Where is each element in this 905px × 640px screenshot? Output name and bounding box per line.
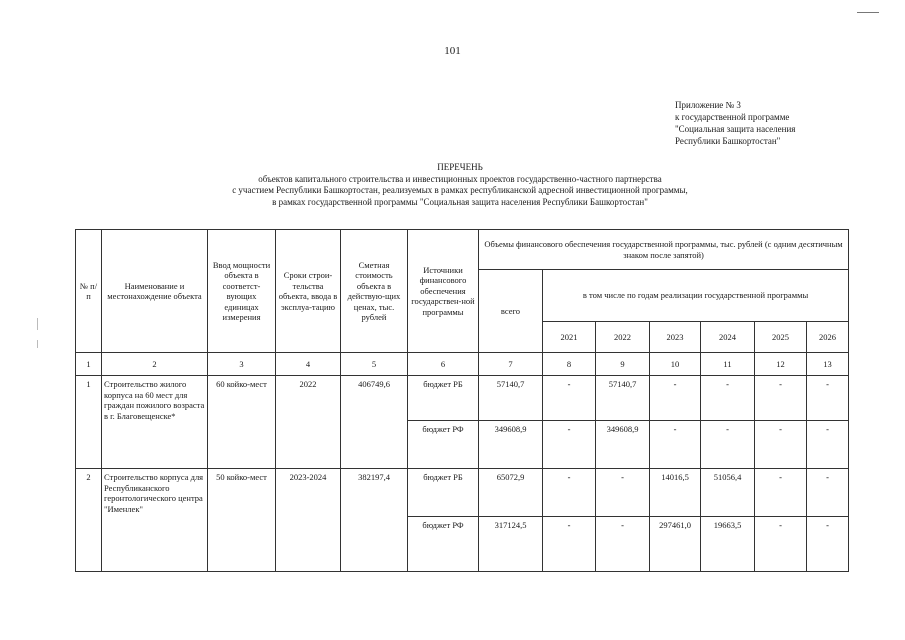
column-number: 5 [341, 353, 408, 376]
funding-source: бюджет РБ [408, 376, 479, 421]
year-value: 297461,0 [650, 517, 701, 572]
object-terms: 2022 [276, 376, 341, 469]
header-cost: Сметная стоимость объекта в действую-щих ценах, тыс. рублей [341, 230, 408, 353]
year-value: - [755, 421, 807, 469]
header-sources: Источники финансового обеспечения государствен-ной программы [408, 230, 479, 353]
total-value: 317124,5 [479, 517, 543, 572]
funding-source: бюджет РФ [408, 421, 479, 469]
object-cost: 382197,4 [341, 469, 408, 572]
header-year: 2026 [807, 322, 849, 353]
header-total: всего [479, 270, 543, 353]
year-value: - [807, 517, 849, 572]
year-value: - [807, 376, 849, 421]
year-value: - [543, 469, 596, 517]
row-num: 1 [76, 376, 102, 469]
funding-source: бюджет РФ [408, 517, 479, 572]
year-value: - [701, 421, 755, 469]
appendix-note [675, 99, 795, 147]
year-value: 349608,9 [596, 421, 650, 469]
table-row [76, 376, 849, 421]
year-value: - [755, 469, 807, 517]
year-value: - [807, 469, 849, 517]
year-value: - [755, 517, 807, 572]
column-number: 10 [650, 353, 701, 376]
year-value: 51056,4 [701, 469, 755, 517]
appendix-line: Республики Башкортостан" [675, 136, 781, 146]
column-number: 7 [479, 353, 543, 376]
column-number: 11 [701, 353, 755, 376]
header-year: 2022 [596, 322, 650, 353]
column-number: 12 [755, 353, 807, 376]
object-capacity: 50 койко-мест [208, 469, 276, 572]
title-line: с участием Республики Башкортостан, реализуемых в рамках республиканской адресной инвестиционной программы, [232, 185, 688, 195]
header-year: 2021 [543, 322, 596, 353]
year-value: 57140,7 [596, 376, 650, 421]
column-number: 13 [807, 353, 849, 376]
header-num: № п/п [76, 230, 102, 353]
object-cost: 406749,6 [341, 376, 408, 469]
row-num: 2 [76, 469, 102, 572]
year-value: 19663,5 [701, 517, 755, 572]
column-number: 9 [596, 353, 650, 376]
column-number: 2 [102, 353, 208, 376]
year-value: - [596, 469, 650, 517]
scan-mark [37, 340, 38, 348]
header-year: 2025 [755, 322, 807, 353]
column-number: 3 [208, 353, 276, 376]
year-value: - [596, 517, 650, 572]
header-volume: Объемы финансового обеспечения государственной программы, тыс. рублей (с одним десятичным знаком после запятой) [479, 230, 849, 270]
title-line: объектов капитального строительства и инвестиционных проектов государственно-частного партнерства [258, 173, 662, 184]
title-line: в рамках государственной программы "Социальная защита населения Республики Башкортостан" [272, 196, 648, 207]
column-number-row [76, 353, 849, 376]
object-capacity: 60 койко-мест [208, 376, 276, 469]
header-name: Наименование и местонахождение объекта [102, 230, 208, 353]
object-terms: 2023-2024 [276, 469, 341, 572]
scan-mark [37, 318, 38, 330]
column-number: 6 [408, 353, 479, 376]
header-by-years: в том числе по годам реализации государственной программы [543, 270, 849, 322]
header-year: 2023 [650, 322, 701, 353]
year-value: - [650, 421, 701, 469]
objects-table [75, 229, 849, 572]
funding-source: бюджет РБ [408, 469, 479, 517]
column-number: 4 [276, 353, 341, 376]
total-value: 57140,7 [479, 376, 543, 421]
column-number: 8 [543, 353, 596, 376]
header-terms: Сроки строи-тельства объекта, ввода в эксплуа-тацию [276, 230, 341, 353]
page-number: 101 [444, 45, 461, 57]
total-value: 65072,9 [479, 469, 543, 517]
year-value: - [650, 376, 701, 421]
year-value: - [807, 421, 849, 469]
year-value: - [543, 421, 596, 469]
year-value: - [543, 376, 596, 421]
document-title [130, 162, 790, 208]
year-value: - [701, 376, 755, 421]
appendix-line: "Социальная защита населения [675, 124, 796, 134]
object-name: Строительство жилого корпуса на 60 мест для граждан пожилого возраста в г. Благовещенске* [102, 376, 208, 469]
scan-mark [857, 12, 879, 13]
object-name: Строительство корпуса для Республиканского геронтологического центра "Именлек" [102, 469, 208, 572]
year-value: 14016,5 [650, 469, 701, 517]
column-number: 1 [76, 353, 102, 376]
year-value: - [543, 517, 596, 572]
table-row [76, 469, 849, 517]
total-value: 349608,9 [479, 421, 543, 469]
header-year: 2024 [701, 322, 755, 353]
year-value: - [755, 376, 807, 421]
appendix-line: к государственной программе [675, 112, 790, 122]
appendix-line: Приложение № 3 [675, 100, 741, 110]
header-capacity: Ввод мощности объекта в соответст-вующих единицах измерения [208, 230, 276, 353]
title-heading: ПЕРЕЧЕНЬ [437, 162, 483, 172]
